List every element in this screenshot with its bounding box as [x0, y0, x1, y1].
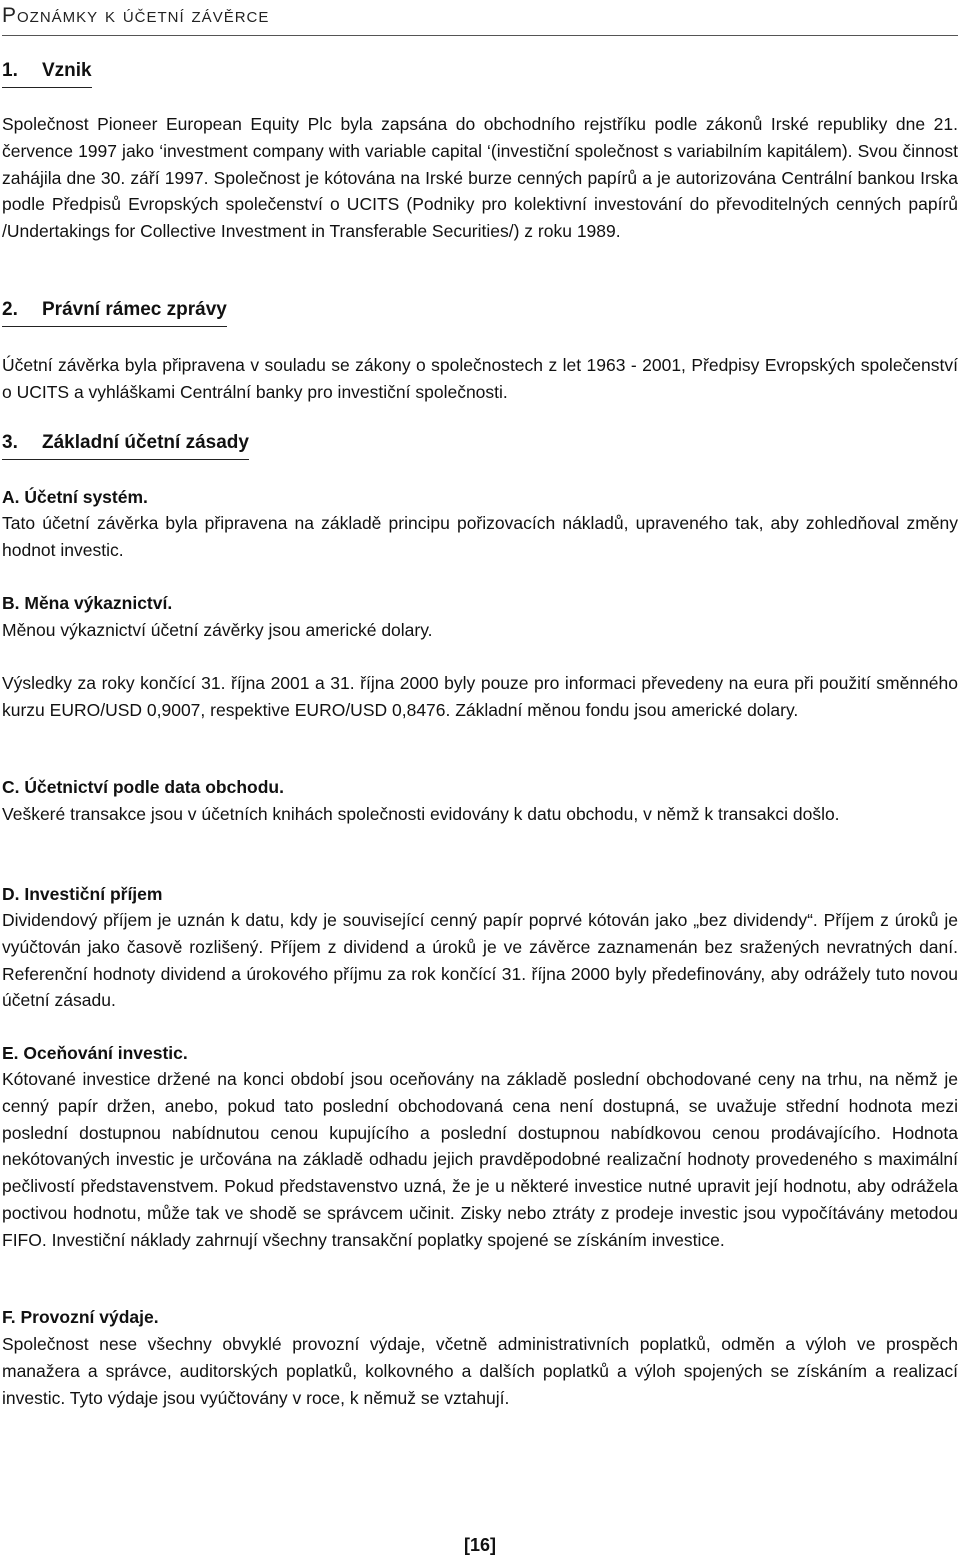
section-2-heading: [2, 299, 227, 327]
section-2-paragraph: Účetní závěrka byla připravena v souladu se zákony o společnostech z let 1963 - 2001, Předpisy Evropských společenství o UCITS a vyhláškami Centrální banky pro investiční společnosti.: [2, 355, 958, 402]
subsection-c-text: Veškeré transakce jsou v účetních knihách společnosti evidovány k datu obchodu, v němž k transakci došlo.: [2, 804, 840, 824]
subsection-d-text: Dividendový příjem je uznán k datu, kdy je související cenný papír poprvé kótován jako „bez dividendy“. Příjem z úroků je vyúčtován jako časově rozlišený. Příjem z dividend a úroků je ve závěrce zaznamenán bez sražených nevratných daní. Referenční hodnoty dividend a úrokového příjmu za rok končící 31. října 2000 byly předefinovány, aby odrážely tuto novou účetní zásadu.: [2, 910, 958, 1011]
section-number: 3.: [2, 432, 18, 453]
section-number: 1.: [2, 60, 18, 81]
page-number: [16]: [463, 1535, 496, 1555]
section-title: Právní rámec zprávy: [42, 299, 227, 320]
subsection-f-heading: F. Provozní výdaje.: [2, 1307, 159, 1327]
subsection-b-text-2: Výsledky za roky končící 31. října 2001 a 31. října 2000 byly pouze pro informaci převedeny na eura při použití směnného kurzu EURO/USD 0,9007, respektive EURO/USD 0,8476. Základní měnou fondu jsou americké dolary.: [2, 673, 958, 720]
subsection-c-heading: C. Účetnictví podle data obchodu.: [2, 777, 284, 797]
subsection-f-text: Společnost nese všechny obvyklé provozní výdaje, včetně administrativních poplatků, odměn a výloh ve prospěch manažera a správce, auditorských poplatků, kolkovného a dalších poplatků a výloh spojených se získáním a realizací investic. Tyto výdaje jsou vyúčtovány v roce, k němuž se vztahují.: [2, 1334, 958, 1408]
section-number: 2.: [2, 299, 18, 320]
subsection-e-text: Kótované investice držené na konci období jsou oceňovány na základě poslední obchodované ceny na trhu, na němž je cenný papír držen, anebo, pokud tato poslední obchodovaná cena není dostupná, se uvažuje střední hodnota mezi poslední dostupnou nabídnutou cenou kupujícího a poslední dostupnou nabídkovou cenou prodávajícího. Hodnota nekótovaných investic je určována na základě odhadu jejich pravděpodobné realizační hodnoty provedeného s maximální pečlivostí představenstvem. Pokud představenstvo uzná, že je u některé investice nutné upravit její hodnotu, aby odrážela poctivou hodnotu, může tak ve shodě se správcem učinit. Zisky nebo ztráty z prodeje investic jsou vypočítávány metodou FIFO. Investiční náklady zahrnují všechny transakční poplatky spojené se získáním investice.: [2, 1069, 958, 1250]
header-rule: [2, 35, 958, 36]
page-header-title: Poznámky k účetní závěrce: [2, 4, 270, 27]
subsection-b-text: Měnou výkaznictví účetní závěrky jsou americké dolary.: [2, 620, 433, 640]
section-title: Vznik: [42, 60, 92, 81]
subsection-d-heading: D. Investiční příjem: [2, 884, 163, 904]
section-title: Základní účetní zásady: [42, 432, 249, 453]
subsection-a-heading: A. Účetní systém.: [2, 487, 148, 507]
section-1-heading: [2, 60, 92, 88]
section-3-heading: [2, 432, 249, 460]
subsection-e-heading: E. Oceňování investic.: [2, 1043, 188, 1063]
section-1-paragraph: Společnost Pioneer European Equity Plc byla zapsána do obchodního rejstříku podle zákonů Irské republiky dne 21. července 1997 jako ‘investment company with variable capital ‘(investiční společnost s variabilním kapitálem). Svou činnost zahájila dne 30. září 1997. Společnost je kótována na Irské burze cenných papírů a je autorizována Centrální bankou Irska podle Předpisů Evropských společenství o UCITS (Podniky pro kolektivní investování do převoditelných cenných papírů /Undertakings for Collective Investment in Transferable Securities/) z roku 1989.: [2, 114, 958, 242]
subsection-a-text: Tato účetní závěrka byla připravena na základě principu pořizovacích nákladů, upraveného tak, aby zohledňoval změny hodnot investic.: [2, 513, 958, 560]
subsection-b-heading: B. Měna výkaznictví.: [2, 593, 173, 613]
